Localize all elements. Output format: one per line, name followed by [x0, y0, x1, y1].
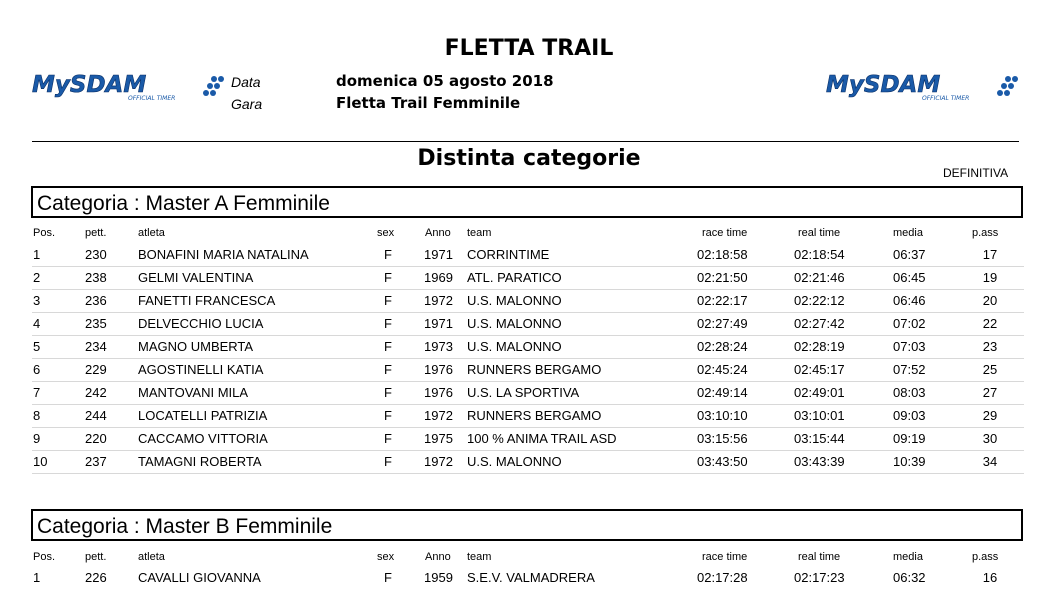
cell-avg: 07:03 [893, 339, 926, 354]
cell-avg: 08:03 [893, 385, 926, 400]
cell-pass: 34 [982, 454, 998, 469]
table-row [32, 404, 1024, 428]
cell-bib: 229 [85, 362, 107, 377]
cell-pass: 25 [982, 362, 998, 377]
table-row [32, 450, 1024, 474]
cell-real-time: 02:49:01 [794, 385, 845, 400]
cell-bib: 242 [85, 385, 107, 400]
mysdam-logo-left [32, 72, 228, 102]
race-value: Fletta Trail Femminile [336, 94, 521, 112]
cell-race-time: 02:27:49 [697, 316, 748, 331]
date-label: Data [231, 74, 261, 90]
table-row [32, 427, 1024, 451]
cell-real-time: 02:21:46 [794, 270, 845, 285]
cell-sex: F [384, 362, 392, 377]
cell-athlete: FANETTI FRANCESCA [138, 293, 276, 308]
cell-race-time: 03:43:50 [697, 454, 748, 469]
cell-sex: F [384, 247, 392, 262]
cell-team: 100 % ANIMA TRAIL ASD [467, 431, 617, 446]
col-bib: pett. [85, 551, 107, 563]
svg-text:MySDAM: MySDAM [826, 72, 941, 98]
cell-sex: F [384, 270, 392, 285]
column-header-row [0, 227, 1058, 241]
table-row [32, 312, 1024, 336]
cell-year: 1971 [424, 247, 453, 262]
cell-year: 1975 [424, 431, 453, 446]
status-badge: DEFINITIVA [943, 166, 1009, 180]
category-header-master-a [31, 186, 1023, 218]
cell-bib: 238 [85, 270, 107, 285]
cell-sex: F [384, 293, 392, 308]
cell-athlete: MANTOVANI MILA [138, 385, 249, 400]
cell-pass: 20 [982, 293, 998, 308]
cell-athlete: MAGNO UMBERTA [138, 339, 254, 354]
cell-team: U.S. LA SPORTIVA [467, 385, 580, 400]
cell-year: 1969 [424, 270, 453, 285]
cell-avg: 09:03 [893, 408, 926, 423]
cell-pass: 17 [982, 247, 998, 262]
cell-year: 1959 [424, 570, 453, 585]
cell-avg: 06:46 [893, 293, 926, 308]
date-value: domenica 05 agosto 2018 [336, 72, 554, 90]
cell-race-time: 02:45:24 [697, 362, 748, 377]
col-sex: sex [377, 227, 395, 239]
cell-bib: 226 [85, 570, 107, 585]
cell-race-time: 02:28:24 [697, 339, 748, 354]
table-row [32, 335, 1024, 359]
cell-avg: 06:45 [893, 270, 926, 285]
cell-avg: 06:37 [893, 247, 926, 262]
cell-sex: F [384, 339, 392, 354]
cell-avg: 09:19 [893, 431, 926, 446]
cell-team: RUNNERS BERGAMO [467, 362, 602, 377]
cell-pass: 30 [982, 431, 998, 446]
cell-year: 1971 [424, 316, 453, 331]
cell-athlete: DELVECCHIO LUCIA [138, 316, 264, 331]
col-sex: sex [377, 551, 395, 563]
cell-year: 1976 [424, 385, 453, 400]
cell-sex: F [384, 316, 392, 331]
table-row [32, 381, 1024, 405]
cell-real-time: 02:27:42 [794, 316, 845, 331]
cell-athlete: LOCATELLI PATRIZIA [138, 408, 268, 423]
cell-race-time: 03:15:56 [697, 431, 748, 446]
cell-real-time: 02:22:12 [794, 293, 845, 308]
cell-pass: 16 [982, 570, 998, 585]
cell-avg: 07:02 [893, 316, 926, 331]
cell-pos: 2 [33, 270, 41, 285]
cell-bib: 236 [85, 293, 107, 308]
cell-real-time: 02:18:54 [794, 247, 845, 262]
col-bib: pett. [85, 227, 107, 239]
col-real-time: real time [798, 551, 841, 563]
cell-team: U.S. MALONNO [467, 454, 562, 469]
cell-real-time: 02:45:17 [794, 362, 845, 377]
category-title: Categoria : Master A Femminile [37, 192, 330, 215]
col-athlete: atleta [138, 227, 165, 239]
cell-avg: 07:52 [893, 362, 926, 377]
col-pos: Pos. [33, 551, 56, 563]
cell-pass: 27 [982, 385, 998, 400]
cell-real-time: 02:28:19 [794, 339, 845, 354]
race-title: FLETTA TRAIL [444, 36, 614, 61]
cell-pass: 22 [982, 316, 998, 331]
cell-team: U.S. MALONNO [467, 293, 562, 308]
cell-avg: 06:32 [893, 570, 926, 585]
cell-bib: 230 [85, 247, 107, 262]
cell-bib: 237 [85, 454, 107, 469]
column-header-row [0, 551, 1058, 565]
cell-race-time: 02:18:58 [697, 247, 748, 262]
cell-year: 1972 [424, 408, 453, 423]
cell-bib: 244 [85, 408, 107, 423]
cell-pos: 8 [33, 408, 41, 423]
cell-bib: 234 [85, 339, 107, 354]
cell-athlete: CACCAMO VITTORIA [138, 431, 268, 446]
cell-team: RUNNERS BERGAMO [467, 408, 602, 423]
cell-real-time: 03:15:44 [794, 431, 845, 446]
svg-text:MySDAM: MySDAM [32, 72, 147, 98]
cell-team: ATL. PARATICO [467, 270, 562, 285]
table-row [32, 243, 1024, 267]
cell-athlete: BONAFINI MARIA NATALINA [138, 247, 309, 262]
race-label: Gara [231, 96, 263, 112]
cell-team: CORRINTIME [467, 247, 550, 262]
cell-pass: 19 [982, 270, 998, 285]
cell-real-time: 03:43:39 [794, 454, 845, 469]
cell-sex: F [384, 408, 392, 423]
cell-sex: F [384, 431, 392, 446]
col-year: Anno [425, 551, 451, 563]
cell-bib: 220 [85, 431, 107, 446]
cell-year: 1976 [424, 362, 453, 377]
cell-sex: F [384, 454, 392, 469]
cell-pos: 3 [33, 293, 41, 308]
cell-race-time: 02:17:28 [697, 570, 748, 585]
cell-race-time: 03:10:10 [697, 408, 748, 423]
cell-real-time: 03:10:01 [794, 408, 845, 423]
col-avg: media [893, 551, 923, 563]
cell-athlete: TAMAGNI ROBERTA [138, 454, 262, 469]
cell-pass: 23 [982, 339, 998, 354]
col-pos: Pos. [33, 227, 56, 239]
table-row [32, 289, 1024, 313]
cell-year: 1972 [424, 293, 453, 308]
cell-pos: 6 [33, 362, 41, 377]
cell-bib: 235 [85, 316, 107, 331]
col-team: team [467, 227, 492, 239]
col-pass: p.ass [972, 551, 999, 563]
col-real-time: real time [798, 227, 841, 239]
cell-year: 1973 [424, 339, 453, 354]
cell-real-time: 02:17:23 [794, 570, 845, 585]
cell-sex: F [384, 570, 392, 585]
col-race-time: race time [702, 227, 748, 239]
cell-team: U.S. MALONNO [467, 316, 562, 331]
cell-pos: 4 [33, 316, 41, 331]
table-row [32, 266, 1024, 290]
cell-year: 1972 [424, 454, 453, 469]
cell-pos: 5 [33, 339, 41, 354]
cell-athlete: GELMI VALENTINA [138, 270, 254, 285]
table-row [32, 358, 1024, 382]
page-subtitle: Distinta categorie [417, 146, 641, 171]
cell-race-time: 02:22:17 [697, 293, 748, 308]
cell-pos: 1 [33, 247, 41, 262]
cell-pos: 10 [33, 454, 48, 469]
category-header-master-b [31, 509, 1023, 541]
cell-athlete: AGOSTINELLI KATIA [138, 362, 264, 377]
cell-team: S.E.V. VALMADRERA [467, 570, 595, 585]
cell-team: U.S. MALONNO [467, 339, 562, 354]
category-title: Categoria : Master B Femminile [37, 515, 333, 538]
col-avg: media [893, 227, 923, 239]
col-team: team [467, 551, 492, 563]
col-athlete: atleta [138, 551, 165, 563]
table-row [32, 566, 1024, 589]
col-race-time: race time [702, 551, 748, 563]
cell-race-time: 02:21:50 [697, 270, 748, 285]
svg-text:OFFICIAL TIMER: OFFICIAL TIMER [922, 95, 970, 102]
cell-pos: 1 [33, 570, 41, 585]
header-divider [32, 141, 1019, 142]
cell-pos: 7 [33, 385, 41, 400]
cell-athlete: CAVALLI GIOVANNA [138, 570, 261, 585]
svg-text:OFFICIAL TIMER: OFFICIAL TIMER [128, 95, 176, 102]
col-year: Anno [425, 227, 451, 239]
cell-race-time: 02:49:14 [697, 385, 748, 400]
cell-avg: 10:39 [893, 454, 926, 469]
cell-pos: 9 [33, 431, 41, 446]
col-pass: p.ass [972, 227, 999, 239]
cell-sex: F [384, 385, 392, 400]
mysdam-logo-right [826, 72, 1022, 102]
cell-pass: 29 [982, 408, 998, 423]
